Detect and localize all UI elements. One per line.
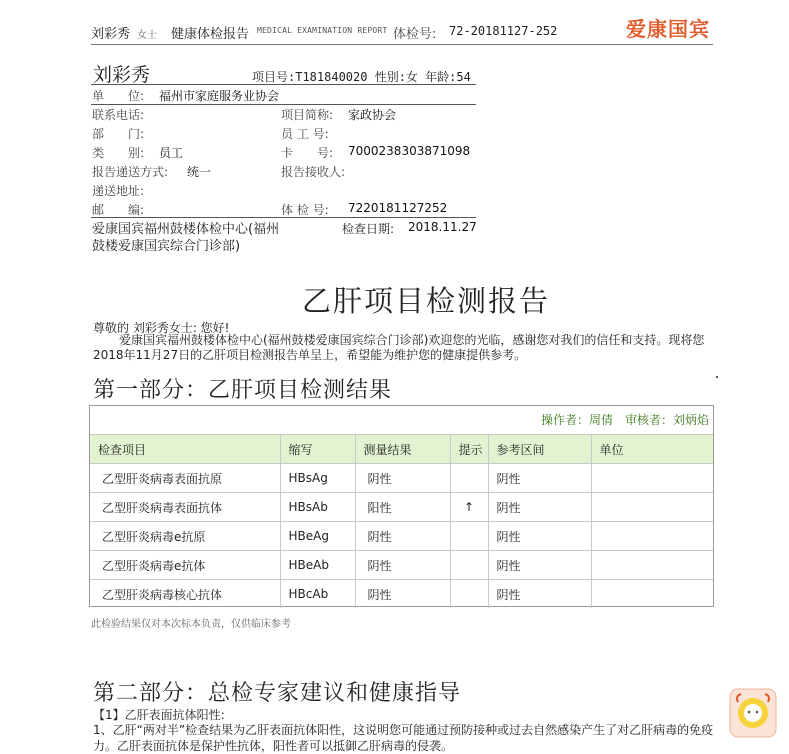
- table-row: [90, 551, 713, 580]
- dept-label: 部 门:: [92, 127, 145, 141]
- header-exam-no-label: 体检号:: [393, 27, 437, 42]
- cell-hint: [450, 522, 488, 551]
- cell-hint: [450, 580, 488, 609]
- results-table: [90, 434, 713, 608]
- card-label: 卡 号:: [281, 146, 334, 160]
- patient-name: 刘彩秀: [93, 64, 151, 86]
- project-line: 项目号:T181840020 性别:女 年龄:54: [252, 70, 471, 84]
- section1-title: 第一部分：乙肝项目检测结果: [93, 378, 393, 403]
- report-header: [91, 20, 713, 45]
- cell-result: 阴性: [355, 551, 450, 580]
- cell-item: 乙型肝炎病毒e抗原: [90, 522, 280, 551]
- cell-unit: [591, 493, 713, 522]
- greeting: 尊敬的 刘彩秀女士: 您好!: [93, 321, 230, 335]
- delivery-label: 报告递送方式:: [92, 165, 169, 179]
- col-header-item: 检查项目: [90, 435, 280, 464]
- unit-value: 福州市家庭服务业协会: [159, 89, 280, 103]
- result-disclaimer: 此检验结果仅对本次标本负责，仅供临床参考: [91, 619, 291, 630]
- emp-no-label: 员 工 号:: [281, 127, 329, 141]
- cell-item: 乙型肝炎病毒核心抗体: [90, 580, 280, 609]
- cell-hint: [450, 464, 488, 493]
- project-abbr-value: 家政协会: [348, 108, 397, 122]
- delivery-value: 统一: [187, 165, 212, 179]
- cell-result: 阴性: [355, 464, 450, 493]
- receiver-label: 报告接收人:: [281, 165, 346, 179]
- section2-title: 第二部分：总检专家建议和健康指导: [93, 681, 462, 706]
- cell-reference: 阴性: [488, 551, 591, 580]
- exam-no-label: 体 检 号:: [281, 203, 329, 217]
- col-header-result: 测量结果: [355, 435, 450, 464]
- info-top-divider: [91, 84, 476, 85]
- cell-unit: [591, 551, 713, 580]
- cell-abbr: HBsAg: [280, 464, 355, 493]
- header-gender-title: 女士: [137, 30, 157, 41]
- cell-hint: [450, 551, 488, 580]
- col-header-abbr: 缩写: [280, 435, 355, 464]
- exam-no-value: 7220181127252: [348, 201, 448, 215]
- cell-abbr: HBcAb: [280, 580, 355, 609]
- exam-center: 爱康国宾福州鼓楼体检中心(福州鼓楼爱康国宾综合门诊部): [92, 222, 280, 254]
- info-bottom-divider: [91, 217, 476, 218]
- cell-abbr: HBsAb: [280, 493, 355, 522]
- cell-unit: [591, 464, 713, 493]
- header-exam-no: 72-20181127-252: [449, 24, 558, 38]
- cell-result: 阳性: [355, 493, 450, 522]
- header-patient-name: 刘彩秀: [91, 27, 131, 42]
- table-row: [90, 580, 713, 609]
- phone-label: 联系电话:: [92, 108, 145, 122]
- address-label: 递送地址:: [92, 184, 145, 198]
- table-row: [90, 464, 713, 493]
- table-row: [90, 522, 713, 551]
- card-value: 7000238303871098: [348, 144, 471, 158]
- cell-item: 乙型肝炎病毒表面抗体: [90, 493, 280, 522]
- cell-unit: [591, 522, 713, 551]
- category-label: 类 别:: [92, 146, 145, 160]
- cell-reference: 阴性: [488, 464, 591, 493]
- brand-logo-text: 爱康国宾: [626, 17, 710, 41]
- advice-text: 1、乙肝“两对半”检查结果为乙肝表面抗体阳性，这说明您可能通过预防接种或过去自然感染产生了对乙肝病毒的免疫力。乙肝表面抗体是保护性抗体，阳性者可以抵御乙肝病毒的侵袭。: [93, 723, 714, 753]
- table-row: [90, 493, 713, 522]
- corner-logo-icon: [729, 688, 777, 738]
- info-unit-divider: [91, 104, 476, 105]
- col-header-unit: 单位: [591, 435, 713, 464]
- cell-abbr: HBeAg: [280, 522, 355, 551]
- table-header-row: [90, 435, 713, 464]
- cell-item: 乙型肝炎病毒e抗体: [90, 551, 280, 580]
- cell-hint: ↑: [450, 493, 488, 522]
- project-abbr-label: 项目简称:: [281, 108, 334, 122]
- results-table-box: [89, 405, 714, 607]
- cell-unit: [591, 580, 713, 609]
- unit-label: 单 位:: [92, 89, 145, 103]
- cell-result: 阴性: [355, 522, 450, 551]
- cell-reference: 阴性: [488, 580, 591, 609]
- exam-date-label: 检查日期:: [342, 222, 395, 236]
- cell-abbr: HBeAb: [280, 551, 355, 580]
- header-report-title: 健康体检报告: [171, 27, 250, 42]
- exam-date: 2018.11.27: [408, 220, 477, 234]
- decorative-dot: [716, 376, 718, 378]
- header-report-title-en: MEDICAL EXAMINATION REPORT: [257, 26, 388, 35]
- report-main-title: 乙肝项目检测报告: [301, 284, 550, 318]
- cell-item: 乙型肝炎病毒表面抗原: [90, 464, 280, 493]
- category-value: 员工: [159, 146, 184, 160]
- cell-reference: 阴性: [488, 493, 591, 522]
- advice-subtitle: 【1】乙肝表面抗体阳性:: [93, 708, 225, 722]
- cell-reference: 阴性: [488, 522, 591, 551]
- col-header-hint: 提示: [450, 435, 488, 464]
- intro-paragraph: 爱康国宾福州鼓楼体检中心(福州鼓楼爱康国宾综合门诊部)欢迎您的光临，感谢您对我们的信任和支持。现将您2018年11月27日的乙肝项目检测报告单呈上，希望能为维护您的健康提供参考。: [93, 333, 705, 362]
- cell-result: 阴性: [355, 580, 450, 609]
- col-header-reference: 参考区间: [488, 435, 591, 464]
- postcode-label: 邮 编:: [92, 203, 145, 217]
- operator-reviewer: 操作者：周倩 审核者：刘炳焰: [540, 413, 709, 427]
